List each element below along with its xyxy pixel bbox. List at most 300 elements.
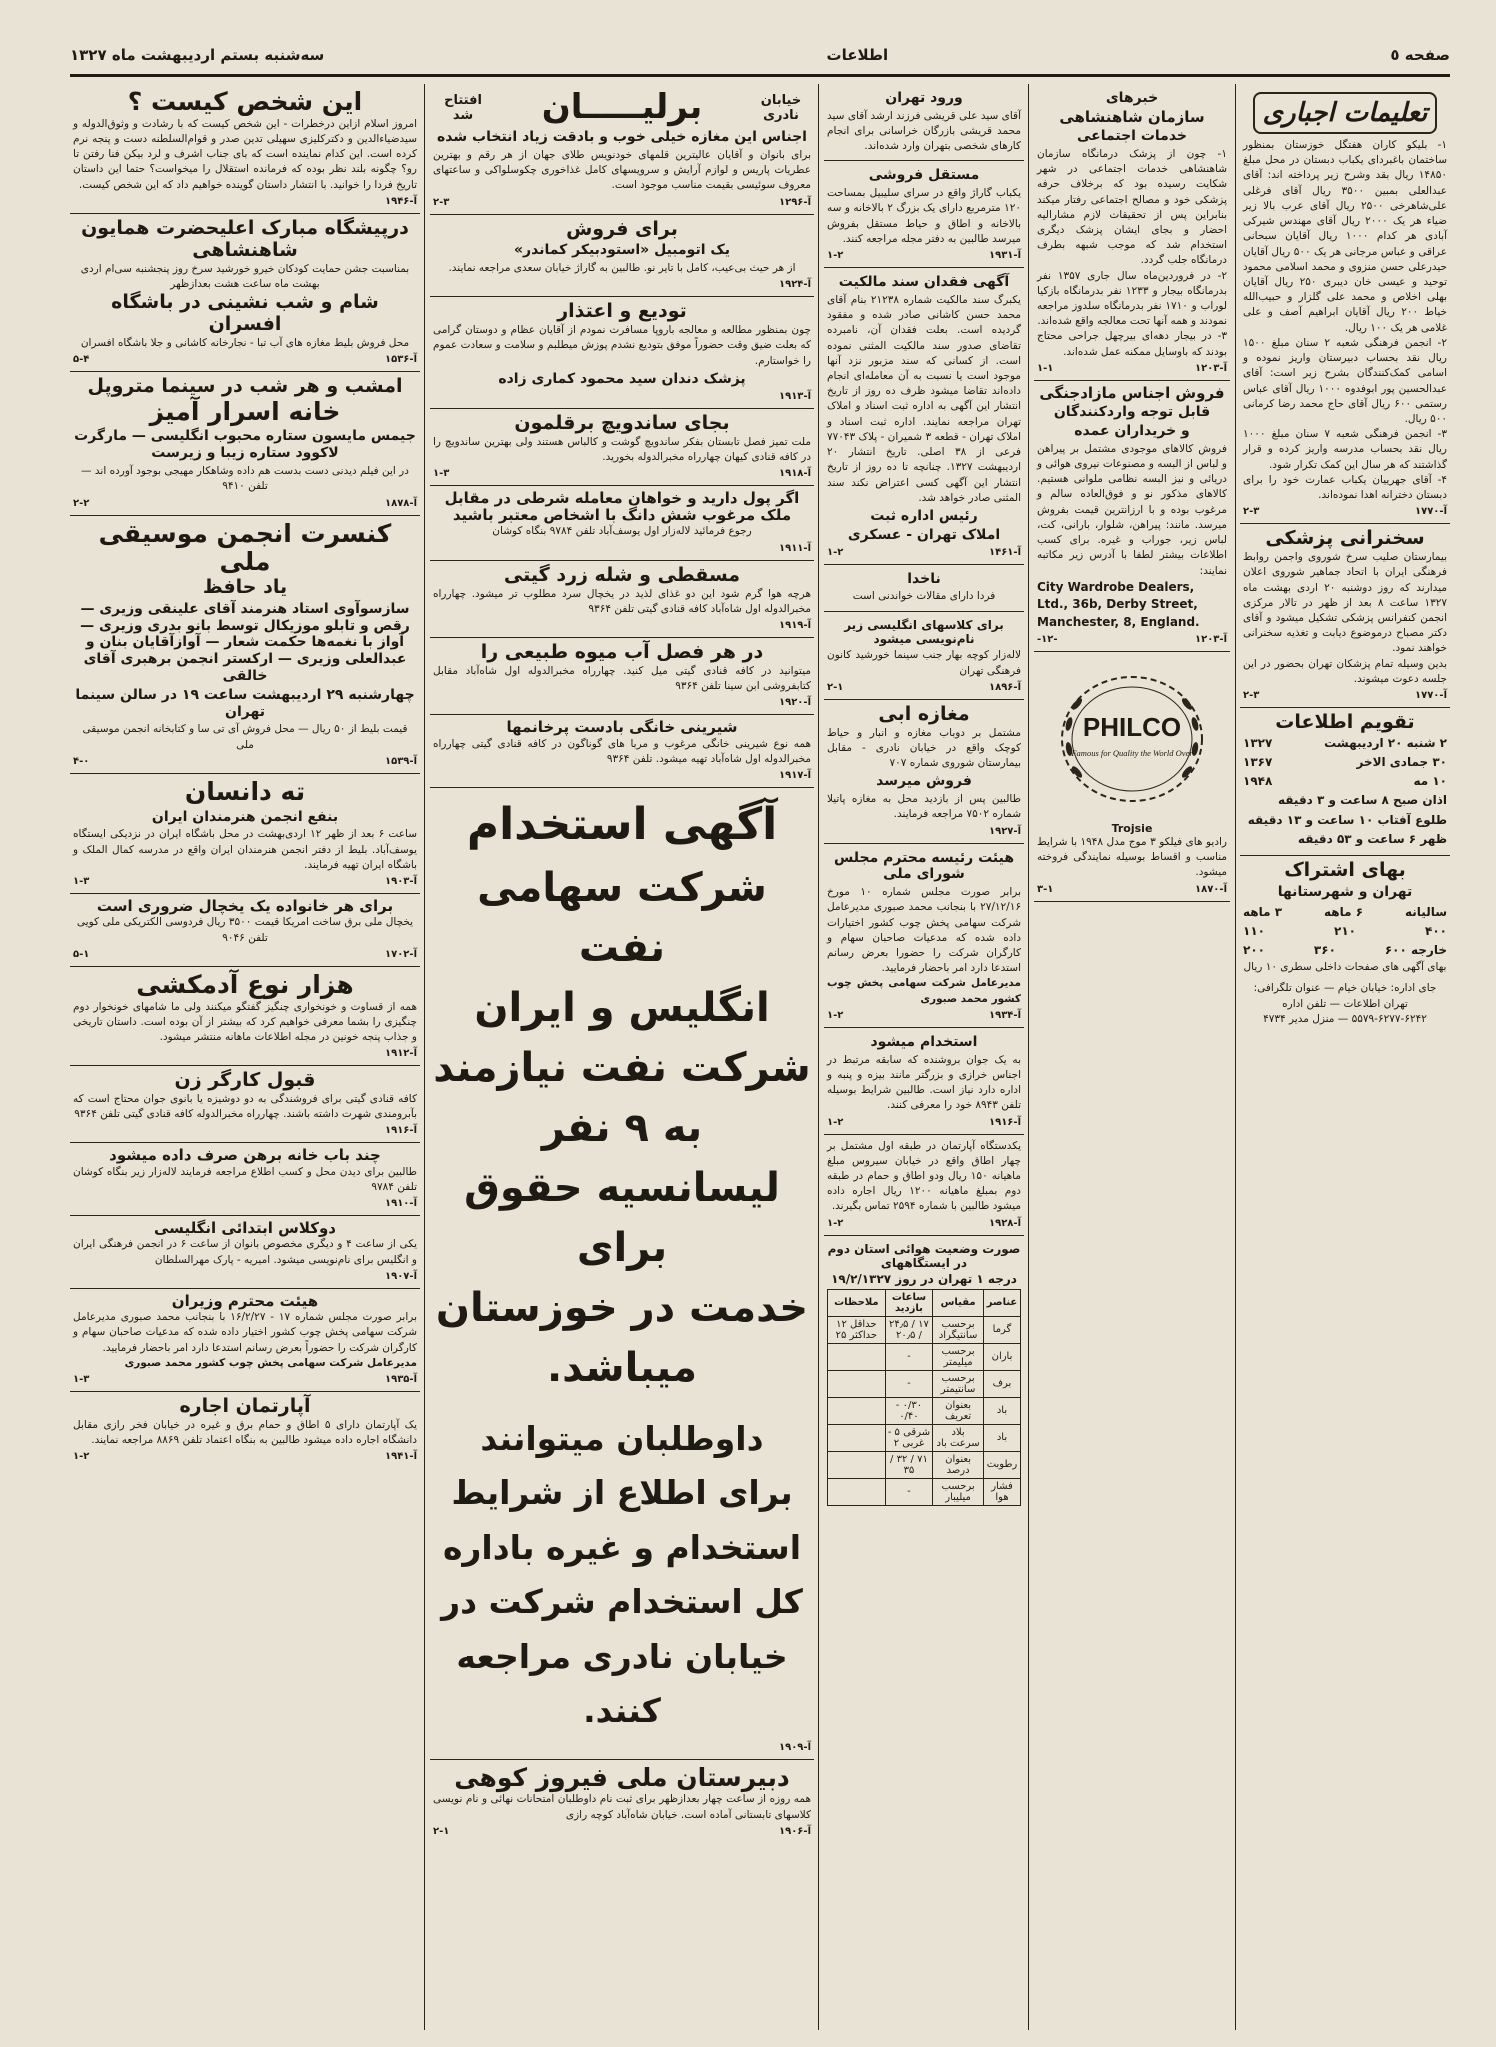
berlian-left: افتتاح شد	[444, 92, 482, 123]
surplus-sale	[1034, 381, 1230, 652]
farewell-code: آ-۱۹۱۳	[779, 390, 811, 402]
hiring-page: ۱-۲	[827, 1116, 844, 1128]
concert-when: چهارشنبه ۲۹ اردیبهشت ساعت ۱۹ در سالن سینما تهران	[75, 686, 415, 720]
column-5	[70, 84, 420, 2030]
philco-page: ۳-۱	[1037, 883, 1054, 895]
education-body-3: ۳- انجمن فرهنگی شعبه ۷ سنان مبلغ ۱۰۰۰ ریال نقد بحساب مدرسه واریز کرده و قرار گذاشتند که هر سال این کمک تکرار شود.	[1243, 428, 1447, 471]
concert-page: ۴-۰	[73, 755, 90, 767]
medical-page: ۲-۳	[1243, 690, 1260, 702]
job-line: انگلیس و ایران	[474, 984, 770, 1031]
weather-cell	[828, 1424, 886, 1451]
calendar-row-value: ۱۳۶۷	[1243, 755, 1273, 770]
hiring-notice	[824, 1028, 1024, 1135]
calendar-row-label: ۱۰ مه	[1413, 774, 1447, 789]
subscription-cell: ۴۰۰	[1425, 923, 1447, 938]
juice-code: آ-۱۹۲۰	[779, 697, 811, 709]
house-code: آ-۱۹۱۰	[385, 1198, 417, 1210]
issue-date: سه‌شنبه بستم اردیبهشت ماه ۱۳۲۷	[70, 46, 325, 64]
calendar-row	[1243, 734, 1447, 753]
independent-title: مستقل فروشی	[868, 167, 980, 184]
org-body-3: ۳- در بیجار دهه‌ای بیرچهل جراحی محتاج بودند که باوسایل ممکنه عمل شده‌اند.	[1037, 330, 1227, 358]
apartment-notice	[824, 1135, 1024, 1236]
subscription-cell: سالیانه	[1405, 904, 1447, 919]
concert-ad	[70, 516, 420, 774]
education-page: ۲-۳	[1243, 506, 1260, 518]
weather-cell	[828, 1478, 886, 1505]
house-title: چند باب خانه برهن صرف داده میشود	[109, 1146, 381, 1165]
org-body: ۱- چون از پزشک درمانگاه سازمان شاهنشاهی خدمات اجتماعی در شهر شکایت رسیده بود که برخلاف حرفه پزشکی خود و مصالح اجتماعی رفتار میکند بنابراین پس از تحقیقات لازم مشارالیه احضار و بجای ایشان پزشک دیگری استخدام شد که موجب شبهه بطرف درمانگاه جلب گردد.	[1037, 147, 1227, 267]
dinner-page: ۵-۴	[73, 353, 90, 365]
car-sub: یک اتومبیل «استودبیکر کماندر»	[514, 242, 730, 259]
weather-cell: فشار هوا	[983, 1478, 1020, 1505]
fridge-page: ۵-۱	[73, 948, 90, 960]
philco-slogan: Famous for Quality the World Over	[1071, 747, 1193, 758]
school-page: ۲-۱	[433, 1825, 450, 1837]
ministers-notice	[70, 1289, 420, 1392]
sweets-title: شیرینی خانگی بادست پرخانمها	[506, 718, 738, 737]
berlian-ad	[430, 84, 814, 215]
philco-logo	[1037, 656, 1227, 822]
header-rule	[70, 74, 1450, 77]
org-code: آ-۱۲۰۳	[1195, 362, 1227, 374]
weather-cell: ۰/۳۰ - ۰/۴۰	[885, 1397, 933, 1424]
subscription-cell: ۶ ماهه	[1324, 904, 1364, 919]
ministers-code: آ-۱۹۳۵	[385, 1373, 417, 1385]
fridge-body: یخچال ملی برق ساخت امریکا قیمت ۳۵۰۰ ریال فردوسی الکتریکی ملی کویی تلفن ۹۰۴۶	[76, 916, 414, 944]
ministers-signature: مدیرعامل شرکت سهامی پخش چوب کشور محمد صبوری	[124, 1356, 417, 1369]
independent-body: یکباب گاراژ واقع در سرای سلیبیل بمساحت ۱۲۰ مترمربع دارای یک بزرگ ۲ بالاخانه و سه بالاخانه و اطاق و حیاط مستقل بفروش میرسد طالبین به دفتر مجله مراجعه کنند.	[827, 187, 1021, 245]
tea-dance-title: ته دانسان	[184, 776, 306, 806]
surplus-title: فروش اجناس مازادجنگی	[1039, 383, 1225, 402]
house-body: طالبین برای دیدن محل و کسب اطلاع مراجعه فرمایند لاله‌زار زیر بنگاه کوشان تلفن ۹۷۸۴	[73, 1165, 417, 1193]
subscription-cell: ۲۱۰	[1334, 923, 1356, 938]
weather-cell: گرما	[983, 1316, 1020, 1343]
independent-sale	[824, 161, 1024, 268]
abi-body: مشتمل بر دوباب مغازه و انبار و حیاط کوچک واقع در خیابان نادری - مقابل بیمارستان شوروی شماره ۷۰۷	[827, 726, 1021, 770]
apartment-rent-page: ۱-۲	[73, 1451, 90, 1463]
lost-sig-1: رئیس اداره ثبت	[870, 507, 978, 524]
berlian-page: ۲-۳	[433, 196, 450, 208]
independent-code: آ-۱۹۳۱	[989, 250, 1021, 262]
cinema-body: در این فیلم دیدنی دست بدست هم داده وشاهکار مهیجی بوجود آورده اند — تلفن ۹۴۱۰	[81, 465, 409, 493]
weather-row	[828, 1451, 1021, 1478]
murder-story-ad	[70, 967, 420, 1066]
sandwich-title: بجای ساندویچ برقلمون	[514, 411, 730, 434]
subscription-heading: تهران و شهرستانها	[1277, 883, 1413, 900]
weather-row	[828, 1397, 1021, 1424]
weather-row	[828, 1370, 1021, 1397]
nakhoda-notice	[824, 565, 1024, 612]
sandwich-body: ملت تمیز فصل تابستان بفکر ساندویچ گوشت و کالباس هستند ولی بهترین ساندویچ را در کافه قنادی کیهان چهارراه مخبرالدوله بخورید.	[433, 435, 811, 463]
worker-title: قبول کارگر زن	[174, 1069, 316, 1092]
weather-cell: بلاد سرعت باد	[933, 1424, 984, 1451]
dinner-title: شام و شب نشینی در باشگاه افسران	[111, 290, 379, 335]
concert-code: آ-۱۵۳۹	[385, 755, 417, 767]
who-title: این شخص کیست ؟	[127, 87, 363, 116]
farewell-notice	[430, 297, 814, 408]
weather-cell: -	[885, 1370, 933, 1397]
org-page: ۱-۱	[1037, 362, 1054, 374]
majlis-notice	[824, 844, 1024, 1028]
subscription-cell: ۱۱۰	[1243, 923, 1265, 938]
apartment-page: ۱-۲	[827, 1217, 844, 1229]
english-school-body: یکی از ساعت ۴ و دیگری مخصوص بانوان از ساعت ۶ در انجمن فرهنگی ایران و انگلیس برای نام‌نویسی میشود. امیریه - پارک مهرالسلطان	[73, 1238, 418, 1266]
job-line: شرکت نفت نیازمند به ۹ نفر	[433, 1044, 811, 1151]
surplus-sub-1: قابل توجه واردکنندگان	[1053, 404, 1211, 421]
job-line-2: استخدام و غیره باداره	[442, 1527, 802, 1567]
job-heading: آگهی استخدام	[466, 798, 778, 850]
column-1	[1240, 84, 1450, 2030]
majlis-body: برابر صورت مجلس شماره ۱۰ مورخ ۲۷/۱۲/۱۶ با بنجانب محمد صبوری مدیرعامل شرکت سهامی پخش چوب کشور اختیارات داده شده که مدعیات صاحبان سهام و کارگران شرکت را حضورا بعرض رسانم استدعا دارد امر باحضار فرمایید.	[827, 886, 1021, 975]
weather-sub: درجه ۱ تهران در روز ۱۹/۲/۱۳۲۷	[831, 1272, 1017, 1287]
medical-lecture	[1240, 524, 1450, 708]
weather-cell: برف	[983, 1370, 1020, 1397]
weather-cell	[828, 1343, 886, 1370]
weather-title: صورت وضعیت هوائی استان دوم در ایستگاههای	[827, 1241, 1021, 1271]
berlian-sub: اجناس این مغازه خیلی خوب و بادقت زیاد انتخاب شده	[437, 129, 807, 146]
weather-cell: باد	[983, 1424, 1020, 1451]
medical-code: آ-۱۷۷۰	[1415, 690, 1447, 702]
dessert-ad	[430, 561, 814, 638]
lost-sig-2: املاک تهران - عسکری	[847, 526, 1001, 543]
job-line: شرکت سهامی نفت	[477, 864, 767, 971]
school-code: آ-۱۹۰۶	[779, 1825, 811, 1837]
who-is-this	[70, 84, 420, 214]
column-rule	[424, 84, 425, 2030]
abi-code: آ-۱۹۲۷	[989, 825, 1021, 837]
berlian-right: خیابان نادری	[760, 92, 802, 123]
calendar-row-label: ظهر ۶ ساعت و ۵۳ دقیقه	[1297, 831, 1447, 846]
apartment-rent-ad	[70, 1392, 420, 1468]
weather-cell: ۱۷ / ۲۴٫۵ / ۲۰٫۵	[885, 1316, 933, 1343]
apartment-body: یکدستگاه آپارتمان در طبقه اول مشتمل بر چهار اطاق واقع در خیابان سیروس مبلغ ماهیانه ۱۵۰ ریال ودو اطاق و حمام در طبقه دوم بمبلغ ماهیانه ۱۲۰۰ ریال اجاره داده میشود طالبین با شماره ۲۵۹۴ تماس بگیرند.	[827, 1139, 1021, 1213]
lost-deed	[824, 268, 1024, 564]
abi-body-2: طالبین پس از بازدید محل به مغازه پاتیلا شماره ۷۵۰۲ مراجعه فرمایند.	[827, 793, 1021, 821]
org-body-2: ۲- در فروردین‌ماه سال جاری ۱۳۵۷ نفر بدرمانگاه بیجار و ۱۲۳۳ نفر بدرمانگاه بازکیا لوراب و ۱۷۱۰ نفر بدرمانگاه سلدوز مراجعه نمودند و همه آنها تحت معالجه واقع شده‌اند.	[1037, 269, 1228, 328]
philco-code: آ-۱۸۷۰	[1195, 883, 1227, 895]
tea-dance-sub: بنفع انجمن هنرمندان ایران	[151, 808, 339, 825]
school-ad	[430, 1760, 814, 1843]
weather-cell: برحسب سانتیگراد	[933, 1316, 984, 1343]
house-mortgage-ad	[70, 1143, 420, 1216]
subscription	[1240, 856, 1450, 1033]
job-code: آ-۱۹۰۹	[779, 1741, 811, 1753]
page-header	[70, 40, 1450, 70]
apartment-rent-title: آپارتمان اجاره	[179, 1394, 311, 1417]
weather-row	[828, 1343, 1021, 1370]
calendar-row	[1243, 772, 1447, 791]
hiring-body: به یک جوان بروشنده که سابقه مرتبط در اجناس خرازی و بزرگتر مانند بیزه و پنبه و اداره دارد نیاز است. طالبین شرایط بوسیله تلفن ۸۹۴۳ خود را معرفی کنند.	[827, 1053, 1021, 1112]
hiring-code: آ-۱۹۱۶	[989, 1116, 1021, 1128]
school-body: همه روزه از ساعت چهار بعدازظهر برای ثبت نام داوطلبان امتحانات نهائی و نام نویسی کلاسهای تابستانی آماده است. خیابان شاه‌آباد کوچه رازی	[433, 1793, 811, 1821]
subscription-cell: ۳ ماهه	[1243, 904, 1283, 919]
job-line: میباشد.	[546, 1344, 698, 1391]
weather-cell: باران	[983, 1343, 1020, 1370]
murder-body: همه از قساوت و خونخواری چنگیز گفتگو میکنند ولی ما شامهای خونخوار دوم چنگیزی را بشما معرفی خواهیم کرد که بیشتر از آن بوده است. داستان تاریخی و جذاب پنجه خونین در مجله اطلاعات ماهانه منتشر میشود.	[73, 1000, 417, 1043]
juice-ad	[430, 638, 814, 715]
weather-cell: ۷۱ / ۳۲ / ۳۵	[885, 1451, 933, 1478]
philco-model: Trojsie	[1111, 821, 1153, 835]
calendar-row	[1243, 753, 1447, 772]
weather-report	[824, 1236, 1024, 1512]
fridge-title: برای هر خانواده یک یخچال ضروری است	[96, 897, 394, 916]
apartment-rent-code: آ-۱۹۴۱	[385, 1451, 417, 1463]
royal-celebration	[70, 214, 420, 372]
apartment-code: آ-۱۹۲۸	[989, 1217, 1021, 1229]
philco-wreath	[1047, 664, 1217, 814]
sandwich-ad	[430, 409, 814, 486]
car-code: آ-۱۹۲۴	[779, 279, 811, 291]
calendar-rows	[1243, 734, 1447, 849]
english-class	[824, 612, 1024, 700]
column-rule	[1028, 84, 1029, 2030]
property-deal	[430, 486, 814, 561]
column-rule	[818, 84, 819, 2030]
calendar-row-label: اذان صبح ۸ ساعت و ۳ دقیقه	[1278, 793, 1447, 808]
weather-row	[828, 1316, 1021, 1343]
dessert-code: آ-۱۹۱۹	[779, 619, 811, 631]
sandwich-code: آ-۱۹۱۸	[779, 467, 811, 479]
job-line-2: کل استخدام شرکت در	[441, 1582, 803, 1622]
subscription-cell: خارجه ۶۰۰	[1384, 943, 1447, 958]
weather-cell: حداقل ۱۲ حداکثر ۲۵	[828, 1316, 886, 1343]
sandwich-page: ۱-۳	[433, 467, 450, 479]
tea-dance-code: آ-۱۹۰۳	[385, 876, 417, 888]
office-info: جای اداره: خیابان خیام — عنوان تلگرافی: تهران اطلاعات — تلفن اداره ۶۲۴۲-۶۲۷۷-۵۵۷۹ — منزل مدیر ۴۷۳۴	[1253, 982, 1437, 1025]
who-body: امروز اسلام ازاین درخطرات - این شخص کیست که با رشادت و وثوق‌الدوله و سیدضیاءالدین و دکترکلیزی سهیلی تدین صدر و قوام‌السلطنه دست و پنجه نرم کرده است. این کدام نماینده است که بای جناب اشرف و لرد بیکن فنا رفتن تا رو؟ چگونه بلند نظر بوده که فرمانده استقلال را میخواست؟ حتما این داستان تاریخ فردا را خوانید. با انتشار داستان گوینده خواهیم داد که این شخص کیست.	[73, 117, 417, 191]
calendar-row-label: طلوع آفتاب ۱۰ ساعت و ۱۳ دقیقه	[1247, 812, 1447, 827]
berlian-body: برای بانوان و آقایان عالیترین قلمهای خودنویس طلای جهان از هر رقم و بهترین عطریات پاریس و لوازم آرایش و سرویسهای کامل غذاخوری چکوسلواکی و ساعتهای معروف سوئیسی بقیمت مناسب موجود است.	[433, 148, 811, 192]
subscription-note: بهای آگهی های صفحات داخلی سطری ۱۰ ریال	[1243, 961, 1447, 974]
property-title: اگر پول دارید و خواهان معامله شرطی در مقابل ملک مرغوب شش دانگ با اشخاص معتبر باشید	[444, 488, 800, 525]
newspaper-page	[70, 40, 1450, 2030]
weather-cell: باد	[983, 1397, 1020, 1424]
org-sub: خدمات اجتماعی	[1076, 128, 1188, 145]
weather-cell: -	[885, 1478, 933, 1505]
english-class-page: ۲-۱	[827, 681, 844, 693]
weather-cell: برحسب سانتیمتر	[933, 1370, 984, 1397]
fridge-ad	[70, 894, 420, 967]
calendar-row	[1243, 830, 1447, 849]
car-sale	[430, 215, 814, 298]
school-title: دبیرستان ملی فیروز کوهی	[454, 1762, 790, 1792]
nakhoda-title: ناخدا	[907, 570, 941, 587]
majlis-title: هیئت رئیسه محترم مجلس شورای ملی	[833, 849, 1015, 883]
hiring-title: استخدام میشود	[870, 1033, 978, 1050]
fridge-code: آ-۱۷۰۲	[385, 948, 417, 960]
cinema-ad	[70, 372, 420, 516]
weather-cell: بعنوان تعریف	[933, 1397, 984, 1424]
property-code: آ-۱۹۱۱	[779, 542, 811, 554]
berlian-title: برلیـــــان	[541, 87, 703, 127]
education-notice	[1240, 84, 1450, 524]
weather-header-cell: ملاحظات	[828, 1289, 886, 1316]
tea-dance-ad	[70, 774, 420, 894]
philco-ad	[1034, 652, 1230, 902]
calendar-row-value: ۱۹۴۸	[1243, 774, 1273, 789]
weather-cell: شرقی ۵ - غربی ۲	[885, 1424, 933, 1451]
cinema-code: آ-۱۸۷۸	[385, 497, 417, 509]
arrival-notice	[824, 84, 1024, 161]
english-class-body: لاله‌زار کوچه بهار جنب سینما خورشید کانون فرهنگی تهران	[827, 649, 1021, 677]
dinner-body: محل فروش بلیط مغازه های آب تبا - نجارخانه کاشانی و جلا باشگاه افسران	[80, 336, 410, 349]
tea-dance-page: ۱-۳	[73, 876, 90, 888]
weather-table	[827, 1289, 1021, 1506]
weather-cell: بعنوان درصد	[933, 1451, 984, 1478]
dessert-body: هرچه هوا گرم شود این دو غذای لذید در یخچال سرد مطلوب تر میشود. چهارراه مخبرالدوله اول شاه‌آباد کافه قنادی گیتی تلفن ۹۳۶۴	[433, 587, 811, 615]
education-body-4: ۴- آقای جهرییان یکباب عمارت خود را برای دبستان دخترانه اهدا نموده‌اند.	[1243, 473, 1447, 502]
calendar-row	[1243, 811, 1447, 830]
calendar-row-label: ۳۰ جمادی الاخر	[1356, 755, 1447, 770]
philco-brand: PHILCO	[1082, 711, 1182, 742]
sweets-code: آ-۱۹۱۷	[779, 769, 811, 781]
weather-cell: برحسب میلیبار	[933, 1478, 984, 1505]
lost-body: یکبرگ سند مالکیت شماره ۲۱۲۳۸ بنام آقای محمد حسن کاشانی صادر شده و مفقود گردیده است. بعلت فقدان آن، نامبرده تقاضای صدور سند مالکیت المثنی نموده است. از کسانی که سند مزبور نزد آنها موجود است یا نسبت به آن معامله‌ای انجام داده‌اند تقاضا میشود ظرف ده روز از تاریخ انتشار این آگهی به اداره ثبت اسناد و املاک تهران مراجعه نمایند. اداره ثبت اسناد و املاک تهران - قطعه ۳ شمیران - پلاک ۷۷۰۴۳ فرعی از ۳۸ اصلی. تاریخ انتشار ۲۰ اردیبهشت ۱۳۲۷. چنانچه تا ده روز از تاریخ انتشار این آگهی کسی اعتراض نکند سند المثنی صادر خواهد شد.	[827, 293, 1022, 504]
concert-body: سازسوآوی استاد هنرمند آقای علینقی وزیری — رقص و تابلو موزیکال توسط بانو بدری وزیری — آواز با نغمه‌ها حکمت شعار — آوازآقایان بنان و عبدالعلی وزیری — ارکستر انجمن برهبری آقای خالقی	[80, 600, 410, 685]
education-body-2: ۲- انجمن فرهنگی شعبه ۲ سنان مبلغ ۱۵۰۰ ریال نقد بحساب دبیرستان واریز نموده و اسامی کمک‌کنندگان بشرح زیر است: آقای عبدالحسین پور ابوفدوه ۱۰۰۰ ریال آقای عباس رستمی ۶۰۰ ریال آقای حاج محمد رضا کرمانی ۵۰۰ ریال.	[1243, 336, 1447, 425]
who-code: آ-۱۹۴۶	[385, 195, 417, 207]
org-news	[1034, 84, 1230, 381]
job-line-2: خیابان نادری مراجعه	[456, 1636, 788, 1676]
sweets-ad	[430, 715, 814, 788]
subscription-rows	[1243, 903, 1447, 961]
subscription-cell: ۲۰۰	[1243, 943, 1265, 958]
education-title: تعلیمات اجباری	[1253, 92, 1437, 134]
weather-header-cell: ساعات بازدید	[885, 1289, 933, 1316]
english-class-title: برای کلاسهای انگلیسی زیر نام‌نویسی میشود	[844, 617, 1004, 646]
english-school-ad	[70, 1216, 420, 1289]
nakhoda-body: فردا دارای مقالات خواندنی است	[852, 590, 996, 603]
cinema-page: ۲-۲	[73, 497, 90, 509]
dinner-code: آ-۱۵۳۶	[385, 353, 417, 365]
surplus-code: آ-۱۲۰۳	[1195, 633, 1227, 645]
majlis-signature: مدیرعامل شرکت سهامی پخش چوب کشور محمد صبوری	[827, 977, 1021, 1005]
surplus-body: فروش کالاهای موجودی مشتمل بر پیراهن و لباس از البسه و مصنوعات نیروی هوائی و دریائی و نیز البسه نظامی ملوانی هستیم. کالاهای مذکور نو و فوق‌العاده سالم و مرغوب بوده و با ارزانترین قیمت بفروش میرسد. مانند: پیراهن، شلوار، بارانی، کت، لباس زیر، جوراب و غیره. برای کسب اطلاعات بیشتر لطفا با آدرس زیر مکاتبه نمایند:	[1037, 442, 1227, 577]
cinema-title: امشب و هر شب در سینما متروپل	[87, 374, 403, 397]
column-3	[824, 84, 1024, 2030]
ministers-page: ۱-۳	[73, 1373, 90, 1385]
surplus-address: City Wardrobe Dealers, Ltd., 36b, Derby Street, Manchester, 8, England.	[1037, 579, 1200, 629]
murder-code: آ-۱۹۱۲	[385, 1048, 417, 1060]
concert-title: کنسرت انجمن موسیقی ملی	[98, 518, 392, 577]
column-2	[1034, 84, 1230, 2030]
subscription-row	[1243, 941, 1447, 960]
property-body: رجوع فرمائید لاله‌زار اول یوسف‌آباد تلفن ۹۷۸۴ بنگاه کوشان	[492, 525, 752, 538]
calendar-row	[1243, 791, 1447, 810]
education-code: آ-۱۷۷۰	[1415, 506, 1447, 518]
weather-header-cell: مقیاس	[933, 1289, 984, 1316]
medical-body-2: بدین وسیله تمام پزشکان تهران بحضور در این جلسه دعوت میشوند.	[1243, 657, 1447, 685]
weather-cell: رطوبت	[983, 1451, 1020, 1478]
weather-cell	[828, 1451, 886, 1478]
lost-page: ۱-۲	[827, 546, 844, 558]
calendar-row-label: ۲ شنبه ۲۰ اردیبهشت	[1324, 735, 1447, 750]
paper-name: اطلاعات	[826, 46, 889, 64]
independent-page: ۱-۲	[827, 250, 844, 262]
surplus-page: -۱۲-	[1037, 633, 1058, 645]
farewell-title: تودیع و اعتذار	[557, 300, 687, 323]
english-school-title: دوکلاس ابتدائی انگلیسی	[154, 1219, 336, 1238]
weather-cell	[828, 1397, 886, 1424]
job-line-2: برای اطلاع از شرایط	[451, 1473, 793, 1513]
weather-cell	[828, 1370, 886, 1397]
weather-header-cell: عناصر	[983, 1289, 1020, 1316]
column-rule	[1235, 84, 1236, 2030]
education-body: ۱- بلیکو کاران هفتگل خوزستان بمنظور ساختمان باغبردای یکباب دبستان در محل مبلغ ۱۴۸۵۰ ریال بقد وشرح زیر پرداخته اند: آقای عبدالعلی بمبین ۳۵۰۰ ریال آقای فرغلی علی‌شاهرخی ۲۵۰۰ ریال آقای عرب بالا زیر ضیاء هر یک ۲۰۰۰ ریال آقای مهندس شیرکی آبادی هر کدام ۱۰۰۰ ریال آقایان سبحانی عراقی و عباس مرجانی هر یک ۵۰۰ ریال آقایان حیدرعلی حسن منزوی و محمد اسلامی محمود توحید و عیسی خان دیبری ۲۵۰ ریال آقایان بهلی اخلاص و محمد علی گلزار و حبیب‌الله خیاط ۲۰۰ ریال آقایان ابراهیم آصف و علی غلامی هر یک ۱۰۰ ریال.	[1243, 139, 1448, 334]
juice-body: میتوانید در کافه قنادی گیتی میل کنید. چهارراه مخبرالدوله اول شاه‌آباد مقابل کتابفروشی ابن سینا تلفن ۹۳۶۴	[433, 664, 811, 693]
apartment-rent-body: یک آپارتمان دارای ۵ اطاق و حمام برق و غیره در خیابان فخر رازی مقابل دانشگاه اجاره داده میشود طالبین به بنگاه اعتماد تلفن ۸۸۶۹ مراجعه نمایند.	[73, 1418, 417, 1446]
medical-title: سخنرانی پزشکی	[1265, 527, 1425, 550]
farewell-body: چون بمنظور مطالعه و معالجه باروپا مسافرت نمودم از آقایان عظام و دوستان گرامی که بعلت ضیق وقت حضوراً موفق بتودیع نشدم پوزش میطلبم و سلامت و سعادت عموم را خواستارم.	[433, 324, 811, 367]
abi-shop	[824, 700, 1024, 844]
medical-body: بیمارستان صلیب سرخ شوروی واجمن روابط فرهنگی ایران با اتحاد جماهیر شوروی اعلان میدارند که روز دوشنبه ۲۰ اردی بهشت ماه ۱۳۲۷ ساعت ۸ بعد از ظهر در تالار مرکزی انجمن کنفرانس پزشکی تشکیل میشود و آقای دکتر مصباح درموضوع دیابت و تغذیه سخنرانی خواهند نمود.	[1243, 551, 1447, 655]
english-school-code: آ-۱۹۰۷	[385, 1270, 417, 1282]
english-class-code: آ-۱۸۹۶	[989, 681, 1021, 693]
farewell-signature: پزشک دندان سید محمود کماری زاده	[498, 370, 746, 387]
job-line-2: داوطلبان میتوانند	[480, 1418, 764, 1458]
job-lines	[433, 858, 811, 1398]
concert-price: قیمت بلیط از ۵۰ ریال — محل فروش آی تی سا و کتابخانه انجمن موسیقی ملی	[82, 723, 408, 751]
abi-title: مغازه ابی	[878, 702, 970, 725]
lost-title: آگهی فقدان سند مالکیت	[838, 274, 1010, 291]
weather-row	[828, 1478, 1021, 1505]
majlis-code: آ-۱۹۳۴	[989, 1009, 1021, 1021]
lost-code: آ-۱۴۶۱	[989, 546, 1021, 558]
weather-cell: -	[885, 1343, 933, 1370]
worker-code: آ-۱۹۱۶	[385, 1125, 417, 1137]
ministers-title: هیئت محترم وزیران	[171, 1291, 319, 1310]
subscription-title: بهای اشتراک	[1284, 859, 1406, 882]
ministers-body: برابر صورت مجلس شماره ۱۷ - ۱۶/۲/۲۷ با بنجانب محمد صبوری مدیرعامل شرکت سهامی پخش چوب کشور اختیار داده شده که مدعیات صاحبان سهام و کارگران شرکت را حضوراً بعرض رسانم استدعا دارد امر باحضار فرمایید.	[73, 1311, 417, 1354]
juice-title: در هر فصل آب میوه طبیعی را	[480, 640, 764, 663]
job-lines-2	[433, 1412, 811, 1739]
concert-sub: یاد حافظ	[202, 576, 288, 598]
sweets-body: همه نوع شیرینی خانگی مرغوب و مربا های گوناگون در کافه قنادی گیتی چهارراه مخبرالدوله اول شاه‌آباد تهیه میشود. تلفن ۹۳۶۴	[433, 737, 811, 765]
oil-company-job	[430, 788, 814, 1760]
weather-cell: برحسب میلیمتر	[933, 1343, 984, 1370]
cinema-cast: جیمس مایسون ستاره محبوب انگلیسی — مارگرت لاکوود ستاره زیبا و زیرست	[74, 428, 416, 462]
car-body: از هر حیث بی‌عیب، کامل با تایر نو. طالبین به گاراژ خیابان سعدی مراجعه نمایند.	[448, 262, 796, 275]
job-line: لیسانسیه حقوق برای	[464, 1164, 780, 1271]
job-line: خدمت در خوزستان	[435, 1284, 809, 1331]
abi-sub: فروش میرسد	[876, 773, 972, 790]
subscription-row	[1243, 903, 1447, 922]
subscription-cell: ۳۶۰	[1313, 943, 1336, 958]
weather-row	[828, 1424, 1021, 1451]
calendar-row-value: ۱۳۲۷	[1243, 735, 1273, 750]
dessert-title: مسقطی و شله زرد گیتی	[503, 563, 741, 586]
cinema-film: خانه اسرار آمیز	[149, 396, 341, 426]
page-label: صفحه ٥	[1390, 46, 1450, 64]
car-title: برای فروش	[566, 217, 678, 240]
berlian-code: آ-۱۲۹۶	[779, 196, 811, 208]
celebration-title: درپیشگاه مبارک اعلیحضرت همایون شاهنشاهی	[81, 216, 409, 261]
column-4	[430, 84, 814, 2030]
org-title-2: سازمان شاهنشاهی	[1059, 107, 1205, 126]
subscription-row	[1243, 922, 1447, 941]
majlis-page: ۱-۲	[827, 1009, 844, 1021]
arrival-body: آقای سید علی قریشی فرزند ارشد آقای سید محمد قریشی بازرگان خراسانی برای انجام کارهای شخصی بتهران وارد شده‌اند.	[827, 109, 1021, 153]
org-title-1: خبرهای	[1105, 90, 1159, 106]
arrival-title: ورود تهران	[885, 90, 963, 106]
calendar	[1240, 708, 1450, 856]
calendar-title: تقویم اطلاعات	[1275, 711, 1415, 734]
surplus-sub-2: و خریداران عمده	[1074, 422, 1190, 439]
celebration-body: بمناسبت جشن حمایت کودکان خیرو خورشید سرخ روز پنجشنبه سی‌ام اردی بهشت ماه ساعت هشت بعدازظهر	[80, 262, 410, 290]
job-line-2: کنند.	[583, 1691, 661, 1731]
worker-body: کافه قنادی گیتی برای فروشندگی به دو دوشیزه یا بانوی جوان محتاج است که بآبرومندی شهرت داشته باشند. چهارراه مخبرالدوله کافه قنادی گیتی تلفن ۹۳۶۴	[73, 1093, 417, 1121]
tea-dance-body: ساعت ۶ بعد از ظهر ۱۲ اردی‌بهشت در محل باشگاه ایران در نزدیکی ایستگاه یوسف‌آباد. بلیط از دفتر انجمن هنرمندان ایران واقع در مدرسه کمال الملک و باشگاه ایران تهیه فرمایند.	[73, 828, 417, 871]
